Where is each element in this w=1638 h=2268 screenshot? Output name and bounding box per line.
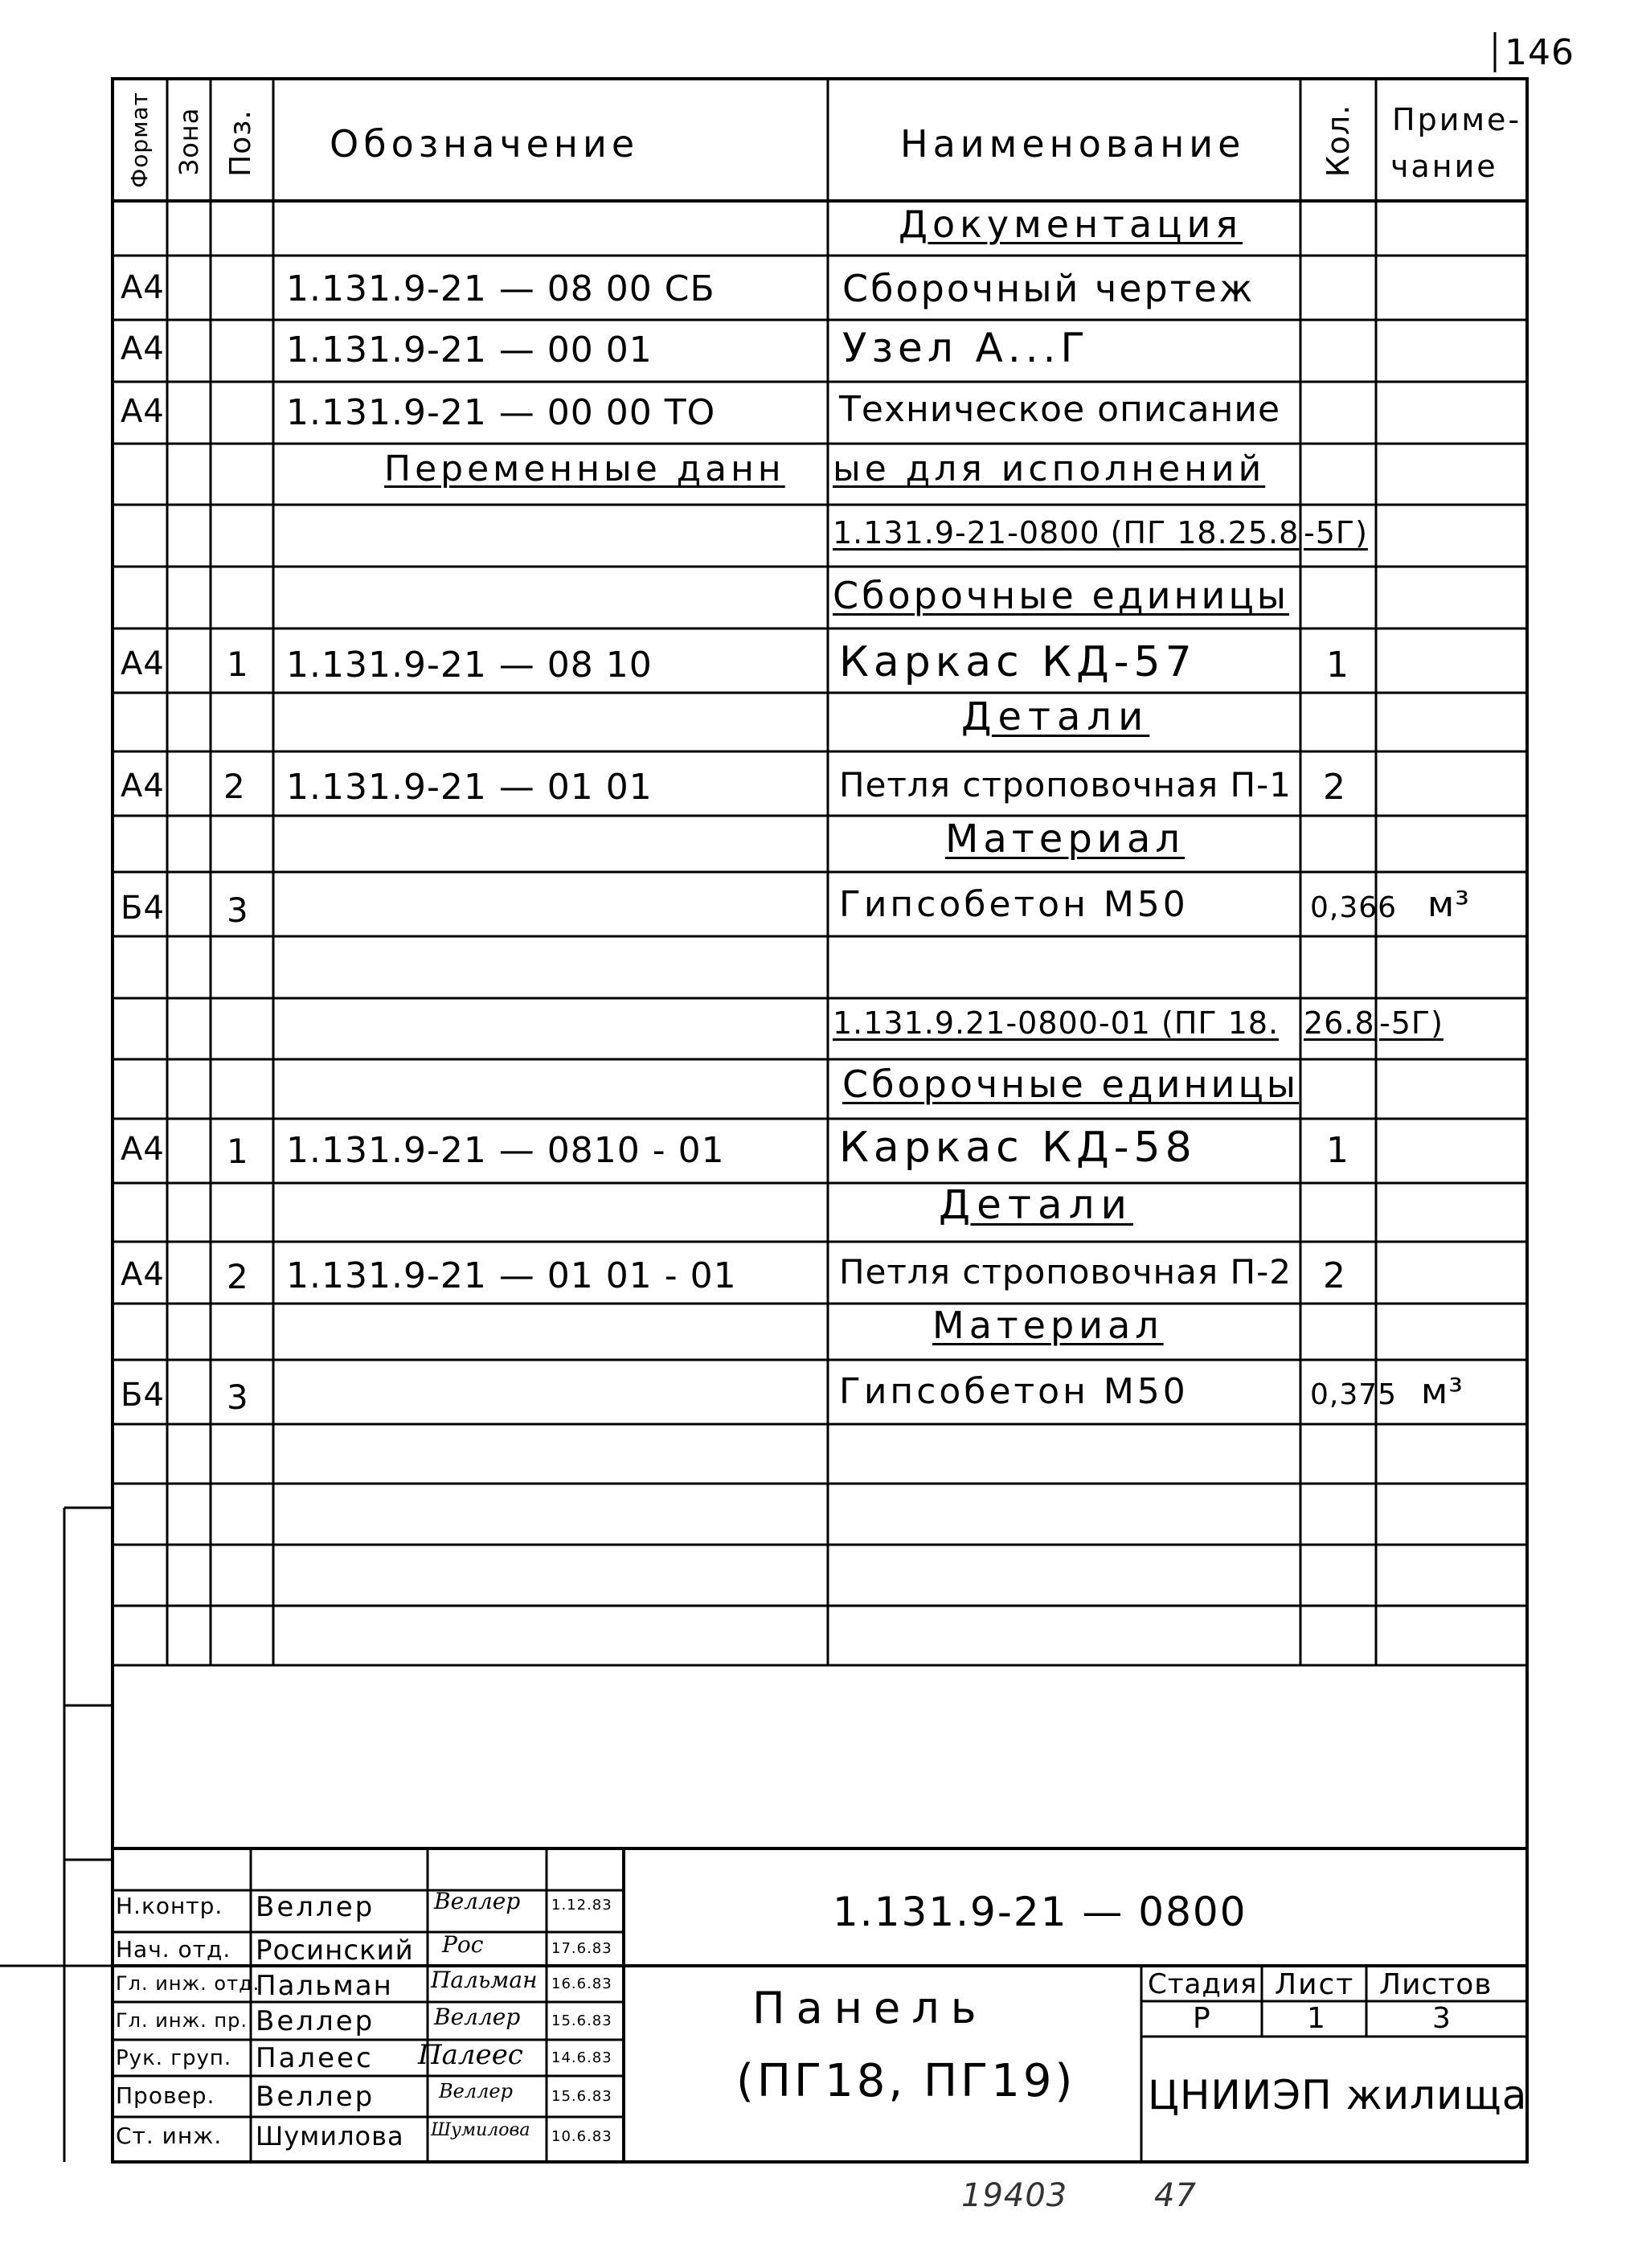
row-pos: 1 xyxy=(227,1132,249,1171)
row-qty: 0,375 xyxy=(1310,1378,1398,1411)
signature: Пальман xyxy=(431,1967,538,1993)
variable-data-heading-right: ые для исполнений xyxy=(833,448,1266,489)
row-pos: 2 xyxy=(223,767,246,806)
section-heading: Детали xyxy=(939,1181,1134,1228)
sign-date: 17.6.83 xyxy=(551,1940,612,1957)
stage-label: Стадия xyxy=(1148,1968,1258,2000)
sign-name: Росинский xyxy=(256,1934,414,1967)
row-format: А4 xyxy=(121,645,165,682)
row-name: Петля строповочная П-1 xyxy=(839,765,1292,804)
signature: Веллер xyxy=(439,2080,513,2102)
sign-role: Провер. xyxy=(116,2082,215,2109)
header-zone: Зона xyxy=(174,107,204,176)
section-heading: Сборочные единицы xyxy=(842,1062,1300,1106)
row-format: Б4 xyxy=(121,1377,165,1414)
footer-left-number: 19403 xyxy=(961,2177,1068,2214)
header-note-line1: Приме- xyxy=(1392,102,1522,137)
header-note-line2: чание xyxy=(1390,149,1498,184)
sign-name: Шумилова xyxy=(256,2121,404,2151)
row-designation: 1.131.9-21 — 01 01 xyxy=(286,767,653,808)
sheets-label: Листов xyxy=(1379,1968,1493,2001)
row-name: Узел А...Г xyxy=(842,325,1091,371)
sign-role: Нач. отд. xyxy=(116,1936,231,1963)
row-qty: 0,366 xyxy=(1310,891,1398,924)
variant-designation: 1.131.9-21-0800 (ПГ 18.25.8 xyxy=(833,515,1300,551)
row-qty: 2 xyxy=(1323,1255,1346,1296)
section-heading: Материал xyxy=(945,817,1186,862)
section-heading: Материал xyxy=(932,1304,1164,1347)
row-format: А4 xyxy=(121,393,165,430)
row-name: Техническое описание xyxy=(839,389,1281,430)
sign-role: Н.контр. xyxy=(116,1893,223,1919)
sign-name: Пальман xyxy=(256,1970,393,2002)
row-qty: 1 xyxy=(1326,1130,1349,1171)
sign-role: Гл. инж. пр. xyxy=(116,2009,248,2032)
row-designation: 1.131.9-21 — 00 01 xyxy=(286,330,653,370)
variant-suffix-part: 26.8 xyxy=(1304,1005,1375,1041)
row-designation: 1.131.9-21 — 00 00 ТО xyxy=(286,392,716,433)
row-qty: 2 xyxy=(1323,767,1346,808)
variable-data-heading-left: Переменные данн xyxy=(384,448,785,489)
header-name: Наименование xyxy=(900,122,1246,166)
variant-suffix: -5Г) xyxy=(1379,1005,1443,1041)
organization: ЦНИИЭП жилища xyxy=(1148,2072,1528,2119)
sign-name: Веллер xyxy=(256,2005,375,2037)
row-format: А4 xyxy=(121,768,165,804)
row-format: А4 xyxy=(121,330,165,367)
row-format: А4 xyxy=(121,1256,165,1293)
header-format: Формат xyxy=(126,92,153,188)
row-format: А4 xyxy=(121,269,165,306)
signature: Веллер xyxy=(434,1888,521,1914)
signature: Рос xyxy=(442,1931,484,1958)
row-note: м³ xyxy=(1427,884,1470,925)
row-format: А4 xyxy=(121,1131,165,1168)
row-name: Петля строповочная П-2 xyxy=(839,1252,1292,1292)
variant-designation: 1.131.9.21-0800-01 (ПГ 18. xyxy=(833,1005,1280,1041)
signature: Шумилова xyxy=(431,2120,530,2140)
sign-date: 1.12.83 xyxy=(551,1897,612,1914)
signature: Палеес xyxy=(418,2039,523,2071)
variant-suffix: -5Г) xyxy=(1304,515,1368,551)
row-pos: 1 xyxy=(227,645,249,684)
sign-date: 15.6.83 xyxy=(551,2012,612,2029)
header-designation: Обозначение xyxy=(330,122,640,166)
sign-name: Веллер xyxy=(256,1891,375,1923)
row-name: Каркас КД-57 xyxy=(839,638,1197,686)
header-qty: Кол. xyxy=(1321,104,1356,178)
sign-date: 10.6.83 xyxy=(551,2128,612,2145)
signature: Веллер xyxy=(434,2004,521,2030)
row-pos: 3 xyxy=(227,1378,249,1417)
row-designation: 1.131.9-21 — 08 00 СБ xyxy=(286,268,715,309)
doc-number: 1.131.9-21 — 0800 xyxy=(833,1889,1247,1935)
section-heading: Детали xyxy=(961,694,1150,739)
sign-name: Веллер xyxy=(256,2081,375,2113)
row-pos: 3 xyxy=(227,890,249,930)
section-heading: Документация xyxy=(899,203,1243,246)
row-name: Гипсобетон М50 xyxy=(839,1371,1189,1412)
stage-value: Р xyxy=(1193,2002,1211,2035)
sign-date: 15.6.83 xyxy=(551,2088,612,2105)
title-line2: (ПГ18, ПГ19) xyxy=(736,2055,1076,2107)
sign-role: Гл. инж. отд. xyxy=(116,1972,260,1995)
footer-right-number: 47 xyxy=(1154,2177,1197,2214)
title-line1: Панель xyxy=(752,1983,988,2033)
sheet-label: Лист xyxy=(1275,1968,1355,2001)
row-name: Гипсобетон М50 xyxy=(839,884,1189,925)
sheet-value: 1 xyxy=(1307,2002,1326,2035)
sign-role: Ст. инж. xyxy=(116,2123,223,2149)
row-name: Сборочный чертеж xyxy=(842,267,1255,310)
row-format: Б4 xyxy=(121,890,165,927)
sheets-value: 3 xyxy=(1432,2002,1452,2035)
row-designation: 1.131.9-21 — 08 10 xyxy=(286,645,653,686)
section-heading: Сборочные единицы xyxy=(833,574,1290,617)
sign-name: Палеес xyxy=(256,2042,374,2074)
row-designation: 1.131.9-21 — 0810 - 01 xyxy=(286,1130,725,1171)
row-name: Каркас КД-58 xyxy=(839,1124,1197,1172)
sheet-number: 146 xyxy=(1505,32,1575,73)
row-note: м³ xyxy=(1421,1371,1464,1412)
sign-date: 14.6.83 xyxy=(551,2049,612,2066)
sign-date: 16.6.83 xyxy=(551,1975,612,1992)
row-pos: 2 xyxy=(227,1257,249,1296)
row-qty: 1 xyxy=(1326,645,1349,686)
header-pos: Поз. xyxy=(224,109,257,177)
row-designation: 1.131.9-21 — 01 01 - 01 xyxy=(286,1255,737,1296)
sign-role: Рук. груп. xyxy=(116,2046,232,2070)
